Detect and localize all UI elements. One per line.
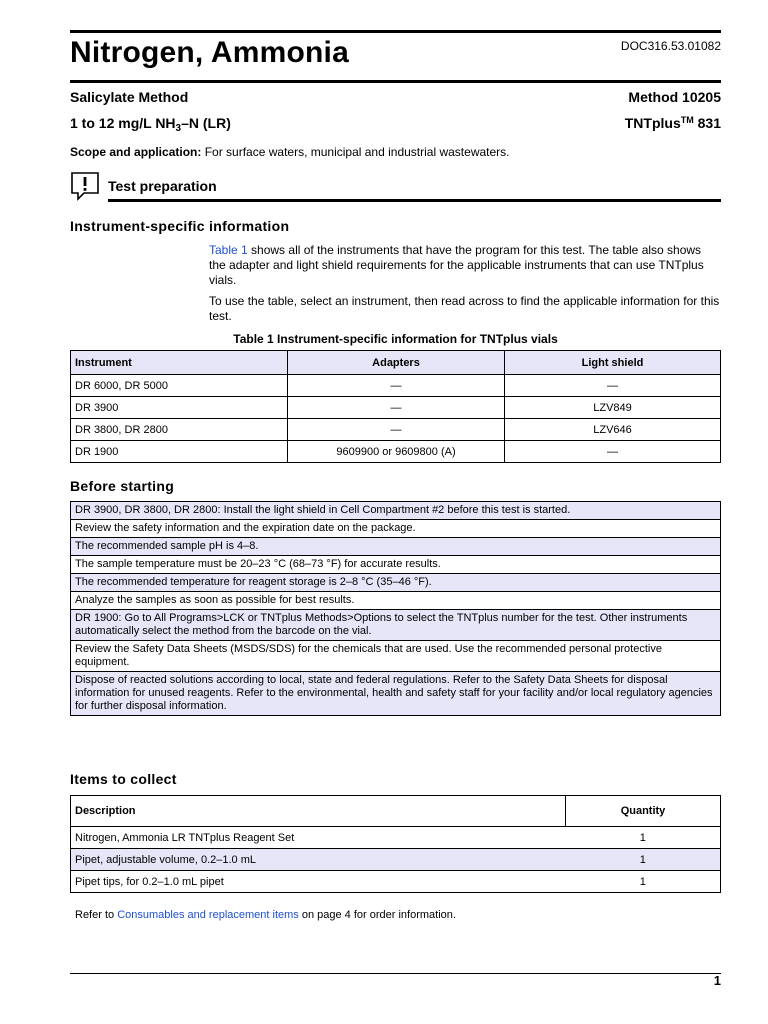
- table-row: [71, 849, 721, 871]
- instrument-cell: DR 1900: [71, 441, 288, 463]
- adapter-cell: —: [288, 375, 505, 397]
- item-description: Nitrogen, Ammonia LR TNTplus Reagent Set: [71, 827, 566, 849]
- scope-statement: [70, 145, 510, 159]
- instrument-table: [70, 350, 721, 463]
- table-header-row: [71, 351, 721, 375]
- table-row: [71, 441, 721, 463]
- column-header-description: Description: [71, 796, 566, 827]
- adapter-cell: —: [288, 397, 505, 419]
- table-header-row: [71, 796, 721, 827]
- item-quantity: 1: [566, 871, 721, 893]
- before-starting-item: DR 1900: Go to All Programs>LCK or TNTplus Methods>Options to select the TNTplus number for the test. Other instruments automatically select the method from the barcode on the vial.: [71, 610, 721, 641]
- item-quantity: 1: [566, 849, 721, 871]
- list-item: [71, 538, 721, 556]
- list-item: [71, 641, 721, 672]
- list-item: [71, 592, 721, 610]
- list-item: [71, 520, 721, 538]
- range-prefix: 1 to 12 mg/L NH: [70, 115, 176, 131]
- item-quantity: 1: [566, 827, 721, 849]
- table-1-caption: Table 1 Instrument-specific information for TNTplus vials: [233, 332, 558, 346]
- instrument-cell: DR 3800, DR 2800: [71, 419, 288, 441]
- items-to-collect-heading: Items to collect: [70, 771, 177, 787]
- table-row: [71, 375, 721, 397]
- table-1-link[interactable]: Table 1: [209, 243, 248, 257]
- test-preparation-rule: [108, 199, 721, 202]
- product-label: [625, 115, 721, 134]
- light-shield-cell: —: [505, 375, 721, 397]
- product-number: 831: [697, 115, 721, 131]
- before-starting-item: Review the safety information and the expiration date on the package.: [71, 520, 721, 538]
- order-reference: [75, 909, 456, 921]
- table-row: [71, 419, 721, 441]
- top-rule: [70, 30, 721, 33]
- trademark: TM: [680, 115, 694, 125]
- method-name: Salicylate Method: [70, 89, 189, 105]
- list-item: [71, 502, 721, 520]
- scope-label: Scope and application:: [70, 145, 202, 159]
- method-row: [70, 89, 721, 105]
- list-item: [71, 610, 721, 641]
- instrument-info-paragraph-2: To use the table, select an instrument, then read across to find the applicable information for this test.: [209, 294, 720, 323]
- before-starting-item: The sample temperature must be 20–23 °C (68–73 °F) for accurate results.: [71, 556, 721, 574]
- before-starting-item: The recommended sample pH is 4–8.: [71, 538, 721, 556]
- before-starting-item: Review the Safety Data Sheets (MSDS/SDS) for the chemicals that are used. Use the recommended personal protective equipment.: [71, 641, 721, 672]
- footer-rule: [70, 973, 721, 974]
- list-item: [71, 556, 721, 574]
- table-row: [71, 827, 721, 849]
- before-starting-item: The recommended temperature for reagent storage is 2–8 °C (35–46 °F).: [71, 574, 721, 592]
- instrument-cell: DR 3900: [71, 397, 288, 419]
- instrument-info-paragraph-1: [209, 243, 721, 288]
- notice-icon: [70, 171, 100, 201]
- before-starting-item: Analyze the samples as soon as possible for best results.: [71, 592, 721, 610]
- document-id: DOC316.53.01082: [620, 39, 721, 53]
- range-row: [70, 115, 721, 134]
- table-row: [71, 397, 721, 419]
- range-suffix: –N (LR): [181, 115, 231, 131]
- test-preparation-heading: Test preparation: [108, 178, 217, 194]
- items-to-collect-table: [70, 795, 721, 893]
- page-number: 1: [713, 973, 721, 988]
- column-header-instrument: Instrument: [71, 351, 288, 375]
- item-description: Pipet, adjustable volume, 0.2–1.0 mL: [71, 849, 566, 871]
- light-shield-cell: LZV646: [505, 419, 721, 441]
- before-starting-item: DR 3900, DR 3800, DR 2800: Install the light shield in Cell Compartment #2 before this test is started.: [71, 502, 721, 520]
- adapter-cell: —: [288, 419, 505, 441]
- before-starting-heading: Before starting: [70, 478, 175, 494]
- range-label: [70, 115, 231, 134]
- document-title: Nitrogen, Ammonia: [70, 36, 349, 69]
- product-name: TNTplus: [624, 115, 681, 131]
- light-shield-cell: LZV849: [505, 397, 721, 419]
- list-item: [71, 574, 721, 592]
- before-starting-item: Dispose of reacted solutions according to local, state and federal regulations. Refer to the Safety Data Sheets for disposal information for unused reagents. Refer to the environmental, health and safety staff for your facility and/or local regulatory agencies for further disposal information.: [71, 672, 721, 716]
- paragraph-1-text: shows all of the instruments that have the program for this test. The table also shows the adapter and light shield requirements for the applicable instruments that can use TNTplus vials.: [209, 243, 704, 287]
- adapter-cell: 9609900 or 9609800 (A): [288, 441, 505, 463]
- instrument-cell: DR 6000, DR 5000: [71, 375, 288, 397]
- column-header-quantity: Quantity: [566, 796, 721, 827]
- table-row: [71, 871, 721, 893]
- item-description: Pipet tips, for 0.2–1.0 mL pipet: [71, 871, 566, 893]
- range-subscript: 3: [175, 123, 182, 134]
- title-rule: [70, 80, 721, 83]
- scope-text: For surface waters, municipal and industrial wastewaters.: [204, 145, 510, 159]
- refer-prefix: Refer to: [75, 909, 115, 921]
- column-header-light-shield: Light shield: [505, 351, 721, 375]
- refer-suffix: on page 4 for order information.: [301, 909, 456, 921]
- method-number: Method 10205: [628, 89, 721, 105]
- light-shield-cell: —: [505, 441, 721, 463]
- instrument-info-heading: Instrument-specific information: [70, 218, 290, 234]
- column-header-adapters: Adapters: [288, 351, 505, 375]
- before-starting-table: [70, 501, 721, 716]
- consumables-link[interactable]: Consumables and replacement items: [117, 909, 299, 921]
- list-item: [71, 672, 721, 716]
